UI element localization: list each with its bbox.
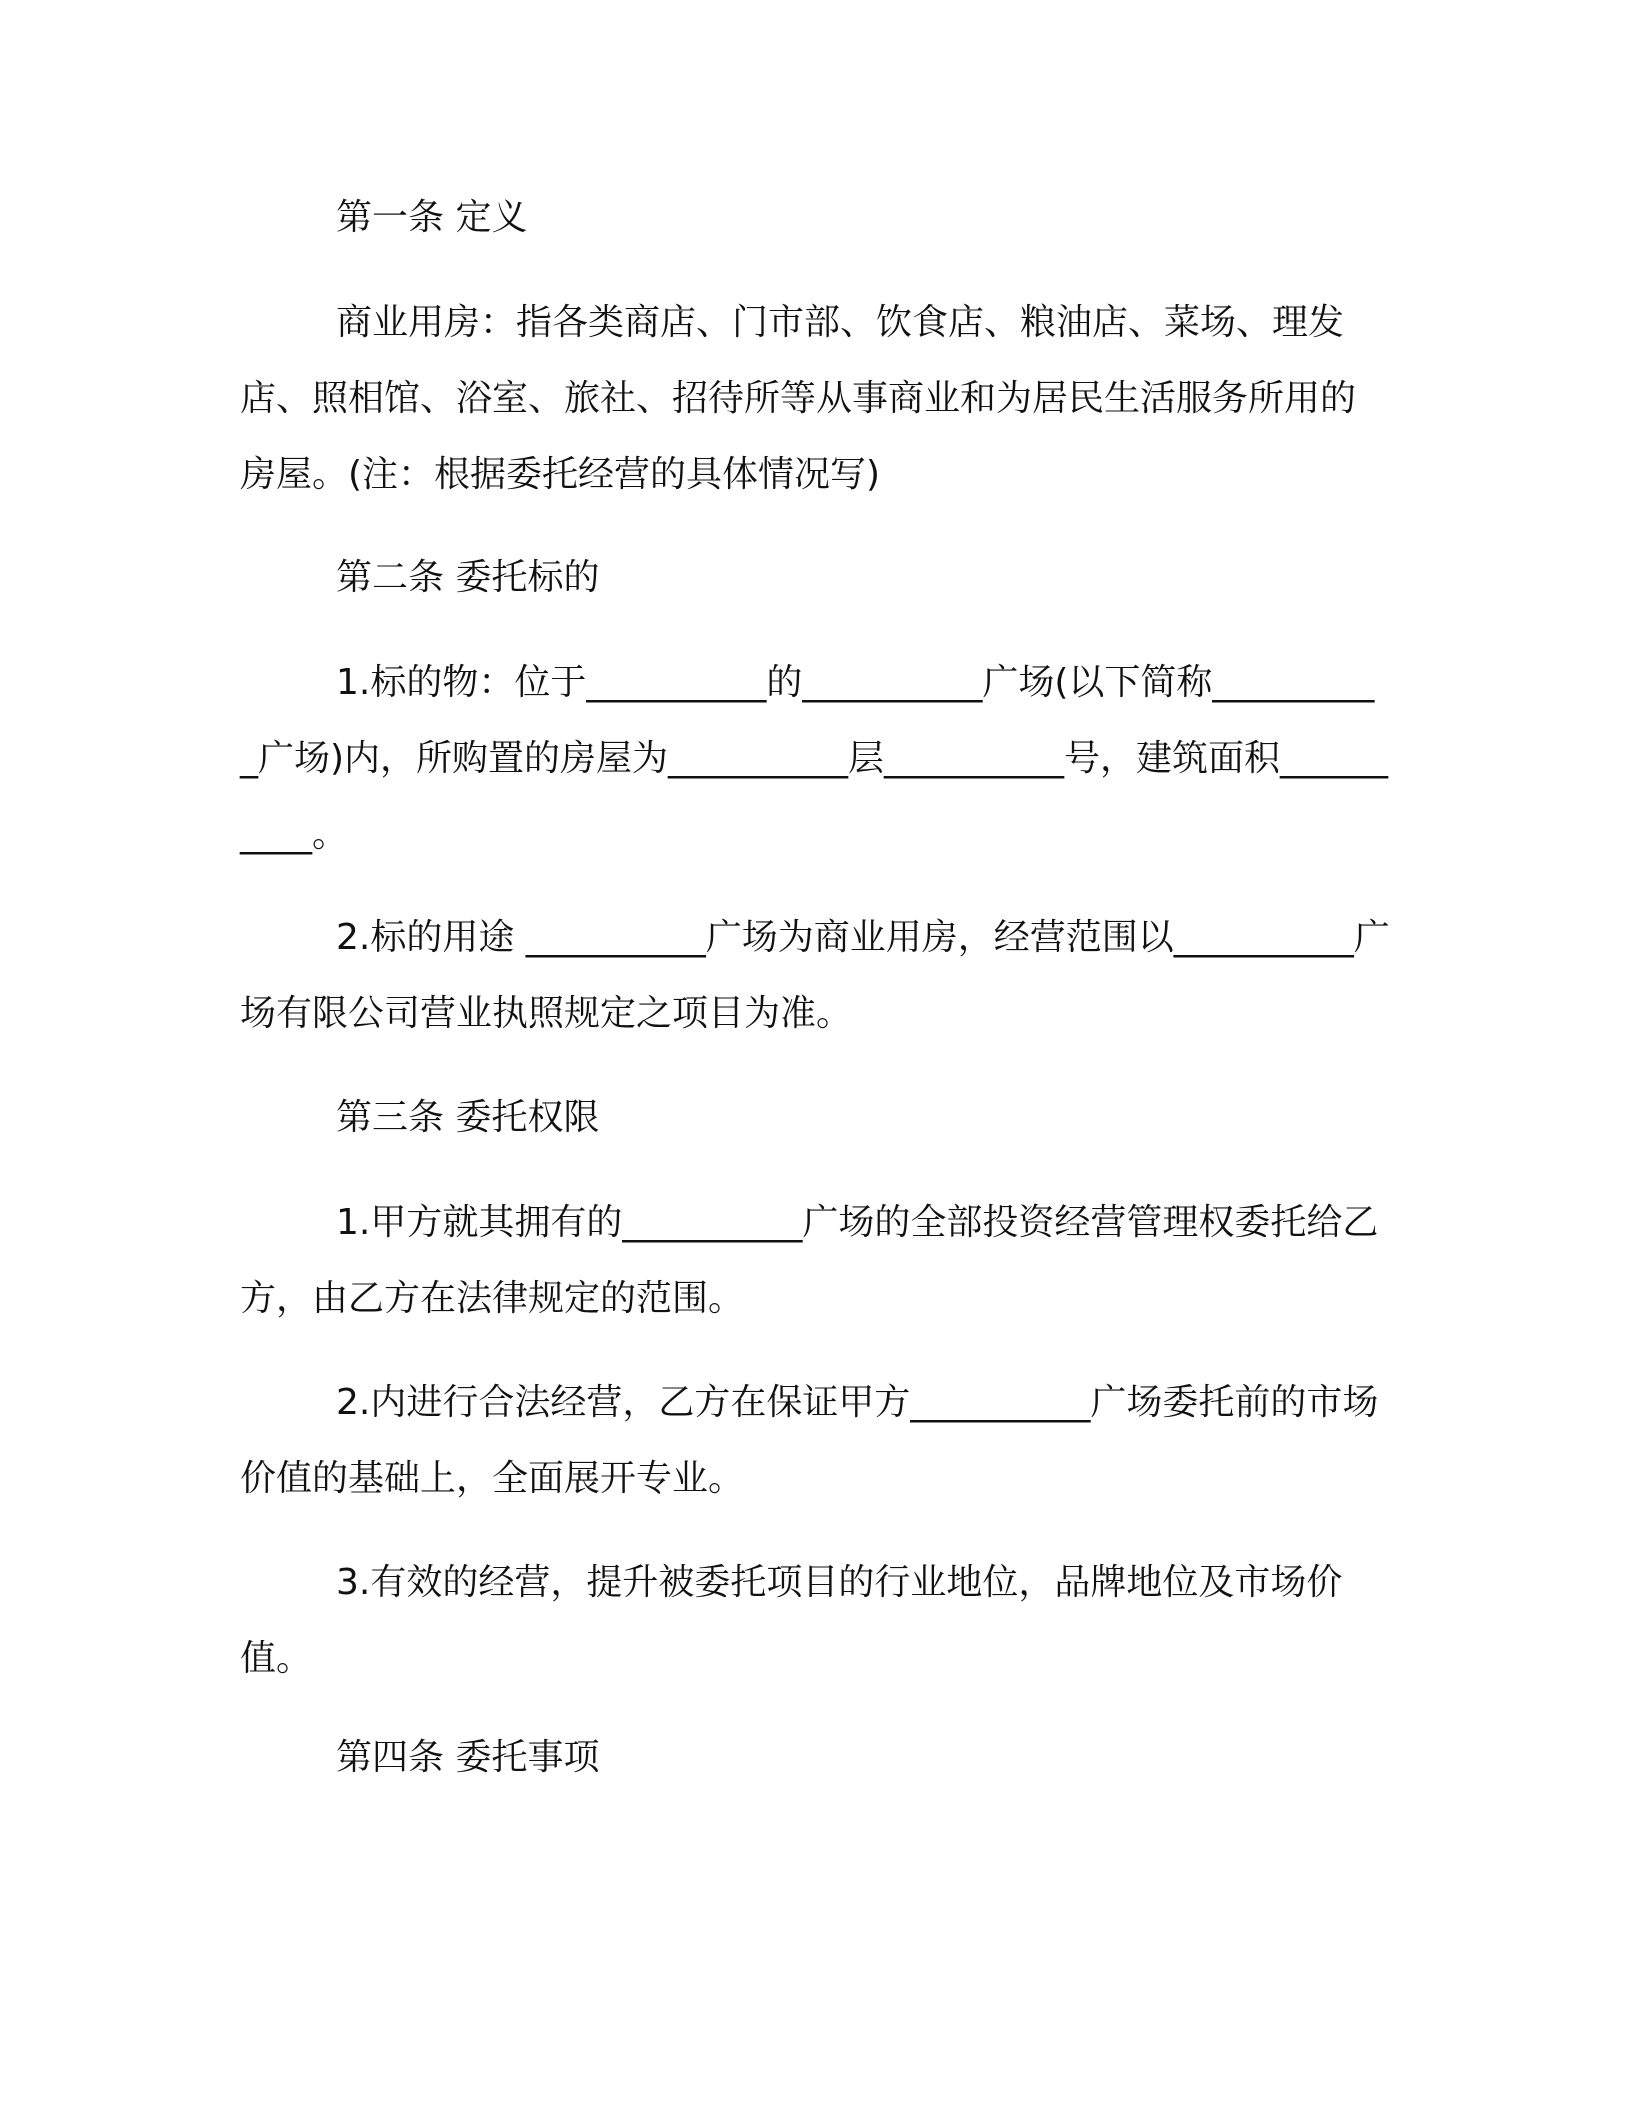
section-heading-3: 第三条 委托权限 bbox=[336, 1097, 600, 1138]
paragraph-subject-use: 2.标的用途 __________广场为商业用房，经营范围以__________广场有限公司营业执照规定之项目为准。 bbox=[240, 917, 1390, 1034]
section-heading-2: 第二条 委托标的 bbox=[336, 557, 600, 598]
paragraph-subject-matter: 1.标的物：位于__________的__________广场(以下简称__________广场)内，所购置的房屋为__________层__________号，建筑面积__________。 bbox=[240, 662, 1389, 855]
paragraph-commercial-housing-definition: 商业用房：指各类商店、门市部、饮食店、粮油店、菜场、理发店、照相馆、浴室、旅社、招待所等从事商业和为居民生活服务所用的房屋。(注：根据委托经营的具体情况写) bbox=[240, 302, 1357, 495]
section-heading-1: 第一条 定义 bbox=[336, 197, 528, 238]
section-heading-4: 第四条 委托事项 bbox=[336, 1737, 600, 1778]
paragraph-authority-3: 3.有效的经营，提升被委托项目的行业地位，品牌地位及市场价值。 bbox=[240, 1562, 1343, 1679]
paragraph-authority-2: 2.内进行合法经营，乙方在保证甲方__________广场委托前的市场价值的基础上，全面展开专业。 bbox=[240, 1382, 1379, 1499]
paragraph-authority-1: 1.甲方就其拥有的__________广场的全部投资经营管理权委托给乙方，由乙方在法律规定的范围。 bbox=[240, 1202, 1379, 1319]
